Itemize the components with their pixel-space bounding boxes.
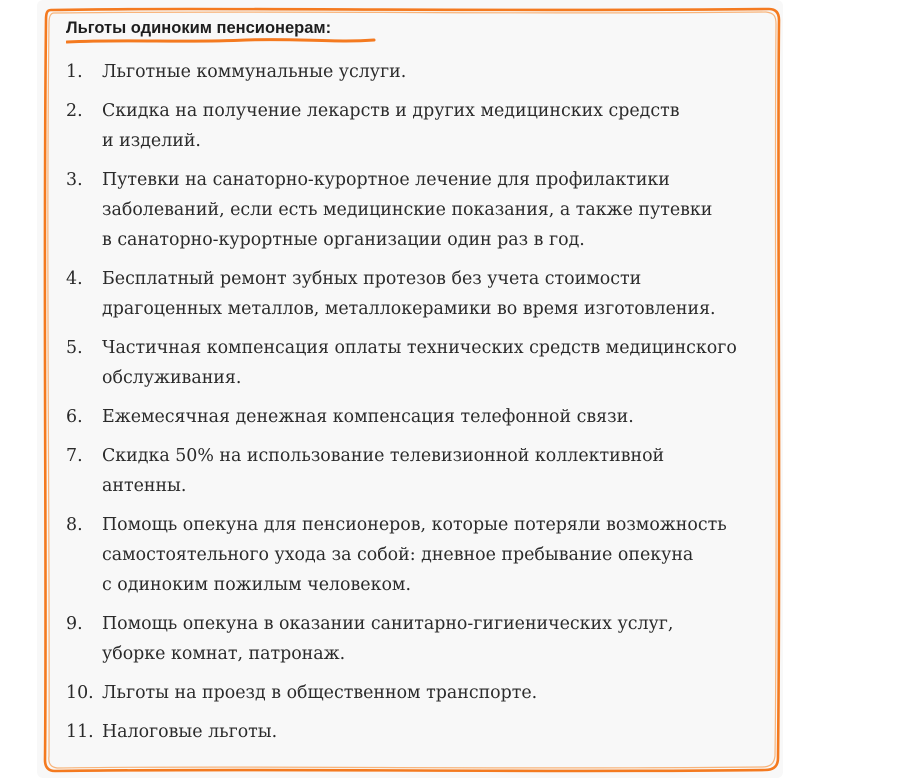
list-item-text: и изделий. xyxy=(102,131,201,151)
list-item-text: Льготные коммунальные услуги. xyxy=(102,62,407,82)
list-item xyxy=(66,333,776,393)
list-item xyxy=(66,717,776,747)
title-block xyxy=(66,17,331,43)
list-item-text: Путевки на санаторно-курортное лечение для профилактики xyxy=(102,170,670,190)
list-item-number: 4. xyxy=(66,269,83,289)
list-item xyxy=(66,402,776,432)
list-item-text: драгоценных металлов, металлокерамики во время изготовления. xyxy=(102,299,716,319)
section-title: Льготы одиноким пенсионерам: xyxy=(66,19,332,37)
list-item xyxy=(66,441,776,501)
list-item-text: заболеваний, если есть медицинские показания, а также путевки xyxy=(102,200,713,220)
list-item-number: 7. xyxy=(66,446,83,466)
list-item-number: 2. xyxy=(66,101,83,121)
list-item xyxy=(66,609,776,669)
list-item xyxy=(66,264,776,324)
list-item-number: 10. xyxy=(66,683,94,703)
list-item-number: 3. xyxy=(66,170,83,190)
list-item xyxy=(66,96,776,156)
list-item-number: 11. xyxy=(66,722,94,742)
benefits-list xyxy=(66,57,776,756)
list-item xyxy=(66,165,776,255)
list-item xyxy=(66,57,776,87)
list-item-text: уборке комнат, патронаж. xyxy=(102,644,346,664)
list-item-text: самостоятельного ухода за собой: дневное пребывание опекуна xyxy=(102,545,694,565)
list-item-text: Частичная компенсация оплаты технических средств медицинского xyxy=(102,338,737,358)
list-item-text: Бесплатный ремонт зубных протезов без учета стоимости xyxy=(102,269,642,289)
list-item-text: с одиноким пожилым человеком. xyxy=(102,575,411,595)
list-item xyxy=(66,678,776,708)
list-item-number: 8. xyxy=(66,515,83,535)
list-item xyxy=(66,510,776,600)
list-item-number: 1. xyxy=(66,62,83,82)
list-item-number: 9. xyxy=(66,614,83,634)
list-item-text: Помощь опекуна в оказании санитарно-гигиенических услуг, xyxy=(102,614,674,634)
list-item-text: антенны. xyxy=(102,476,187,496)
list-item-text: Льготы на проезд в общественном транспорте. xyxy=(102,683,538,703)
list-item-text: Помощь опекуна для пенсионеров, которые потеряли возможность xyxy=(102,515,727,535)
list-item-text: в санаторно-курортные организации один раз в год. xyxy=(102,230,585,250)
list-item-text: обслуживания. xyxy=(102,368,242,388)
list-item-text: Скидка на получение лекарств и других медицинских средств xyxy=(102,101,680,121)
list-item-text: Ежемесячная денежная компенсация телефонной связи. xyxy=(102,407,634,427)
list-item-number: 6. xyxy=(66,407,83,427)
list-item-number: 5. xyxy=(66,338,83,358)
list-item-text: Скидка 50% на использование телевизионной коллективной xyxy=(102,446,665,466)
list-item-text: Налоговые льготы. xyxy=(102,722,278,742)
